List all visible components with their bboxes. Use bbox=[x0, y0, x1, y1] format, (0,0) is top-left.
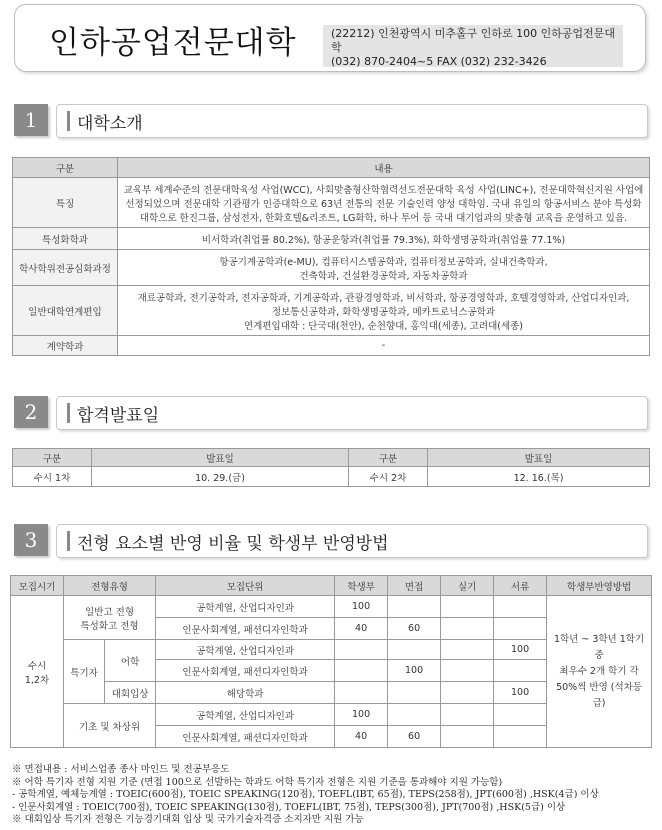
ratio-table: 모집시기 전형유형 모집단위 학생부 면접 실기 서류 학생부반영방법 수시 1,2차 일반고 전형 특성화고 전형 공학계열, 산업디자인과 100 1학년 ~ 3학년 1학기 중 최우수 2개 학기 각 50%씩 반영 (석차등급) 인문사회계열, 패션디자인학과 40 60 특기자 어학 공학계열, 산업디자인과 100 인문사회계열, 패션디자인학과 100 대회입상 해당학과 100 기초 및 차상위 공학계열, 산업디자인과 100 인문사회계열, 패션디자인학과 40 60 bbox=[10, 575, 652, 748]
announcement-table bbox=[12, 448, 650, 487]
section-1-heading bbox=[8, 104, 650, 134]
sub-type-cell: 어학 bbox=[105, 640, 156, 682]
header-cell: 서류 bbox=[494, 576, 547, 596]
note-line: - 공학계열, 예체능계열 : TOEIC(600점), TOEIC SPEAKING(120점), TOEFL(IBT, 65점), TEPS(258점), JPT(600점) ,HSK(4급) 이상 bbox=[12, 789, 599, 801]
unit-cell: 인문사회계열, 패션디자인학과 bbox=[156, 618, 335, 640]
cell: 수시 1차 bbox=[13, 467, 92, 487]
method-cell: 1학년 ~ 3학년 1학기 중 최우수 2개 학기 각 50%씩 반영 (석차등급) bbox=[547, 596, 652, 748]
unit-cell: 공학계열, 산업디자인과 bbox=[156, 596, 335, 618]
header-cell: 구분 bbox=[349, 449, 428, 467]
row-label: 학사학위전공심화과정 bbox=[13, 250, 118, 286]
address-box bbox=[323, 25, 623, 67]
section-number: 3 bbox=[14, 524, 48, 556]
row-content: - bbox=[118, 336, 650, 356]
section-number: 2 bbox=[14, 396, 48, 428]
contact-line: (032) 870-2404~5 FAX (032) 232-3426 bbox=[331, 55, 547, 68]
header-cell: 모집시기 bbox=[11, 576, 64, 596]
header-cell: 전형유형 bbox=[64, 576, 156, 596]
section-title: 전형 요소별 반영 비율 및 학생부 반영방법 bbox=[77, 534, 389, 554]
unit-cell: 해당학과 bbox=[156, 682, 335, 704]
section-3-heading bbox=[8, 524, 650, 554]
section-2-heading bbox=[8, 396, 650, 426]
address-line: (22212) 인천광역시 미추홀구 인하로 100 인하공업전문대학 bbox=[331, 27, 615, 54]
cell: 10. 29.(금) bbox=[92, 467, 349, 487]
type-cell: 특기자 bbox=[64, 640, 105, 704]
header-cell: 모집단위 bbox=[156, 576, 335, 596]
section-title: 대학소개 bbox=[77, 114, 143, 134]
header-cell: 실기 bbox=[441, 576, 494, 596]
unit-cell: 공학계열, 산업디자인과 bbox=[156, 704, 335, 726]
period-cell: 수시 1,2차 bbox=[11, 596, 64, 748]
header-cell: 학생부 bbox=[335, 576, 388, 596]
footnotes bbox=[12, 764, 652, 827]
row-content: 재료공학과, 전기공학과, 전자공학과, 기계공학과, 관광경영학과, 비서학과, 항공경영학과, 호텔경영학과, 산업디자인과, 정보통신공학과, 화학생명공학과, 메카트로닉스공학과 연계편입대학 : 단국대(천안), 순천향대, 홍익대(세종), 고려대(세종) bbox=[118, 286, 650, 336]
row-content: 비서학과(취업률 80.2%), 항공운항과(취업률 79.3%), 화학생명공학과(취업률 77.1%) bbox=[118, 228, 650, 250]
unit-cell: 인문사회계열, 패션디자인학과 bbox=[156, 726, 335, 748]
header-cell: 발표일 bbox=[92, 449, 349, 467]
intro-table bbox=[12, 157, 650, 356]
row-label: 특성화학과 bbox=[13, 228, 118, 250]
row-content: 교육부 세계수준의 전문대학육성 사업(WCC), 사회맞춤형산학협력선도전문대학 육성 사업(LINC+), 전문대학혁신지원 사업에 선정되었으며 전문대학 기관평가 인증대학으로 63년 전통의 전문 기술인력 양성 대학임. 국내 유일의 항공서비스 분야 특성화 대학으로 한진그룹, 삼성전자, 한화호텔&리조트, LG화학, 하나 투어 등 국내 대기업과의 맞춤형 교육을 운영하고 있음. bbox=[118, 178, 650, 228]
row-label: 일반대학연계편입 bbox=[13, 286, 118, 336]
note-line: ※ 어학 특기자 전형 지원 기준 (면접 100으로 선발하는 학과도 어학 특기자 전형은 지원 기준을 통과해야 지원 가능함) bbox=[12, 776, 503, 788]
type-cell: 기초 및 차상위 bbox=[64, 704, 156, 748]
row-label: 계약학과 bbox=[13, 336, 118, 356]
page-title: 인하공업전문대학 bbox=[49, 25, 297, 61]
sub-type-cell: 대회입상 bbox=[105, 682, 156, 704]
header-cell: 면접 bbox=[388, 576, 441, 596]
section-title: 합격발표일 bbox=[77, 406, 160, 426]
header-cell: 발표일 bbox=[428, 449, 650, 467]
header-cell: 학생부반영방법 bbox=[547, 576, 652, 596]
header-box bbox=[14, 4, 646, 72]
header-cell: 내용 bbox=[118, 158, 650, 178]
cell: 12. 16.(목) bbox=[428, 467, 650, 487]
row-content: 항공기계공학과(e-MU), 컴퓨터시스템공학과, 컴퓨터정보공학과, 실내건축학과, 건축학과, 건설환경공학과, 자동차공학과 bbox=[118, 250, 650, 286]
cell: 수시 2차 bbox=[349, 467, 428, 487]
unit-cell: 인문사회계열, 패션디자인학과 bbox=[156, 660, 335, 682]
note-line: - 인문사회계열 : TOEIC(700점), TOEIC SPEAKING(130점), TOEFL(IBT, 75점), TEPS(300점), JPT(700점) ,HSK(5급) 이상 bbox=[12, 801, 566, 813]
type-cell: 일반고 전형 특성화고 전형 bbox=[64, 596, 156, 640]
note-line: ※ 면접내용 : 서비스업종 종사 마인드 및 전공부응도 bbox=[12, 764, 230, 775]
unit-cell: 공학계열, 산업디자인과 bbox=[156, 640, 335, 660]
section-number: 1 bbox=[14, 104, 48, 136]
note-line: ※ 대회입상 특기자 전형은 기능경기대회 입상 및 국가기술자격증 소지자만 지원 가능 bbox=[12, 814, 364, 826]
header-cell: 구분 bbox=[13, 449, 92, 467]
header-cell: 구분 bbox=[13, 158, 118, 178]
row-label: 특징 bbox=[13, 178, 118, 228]
